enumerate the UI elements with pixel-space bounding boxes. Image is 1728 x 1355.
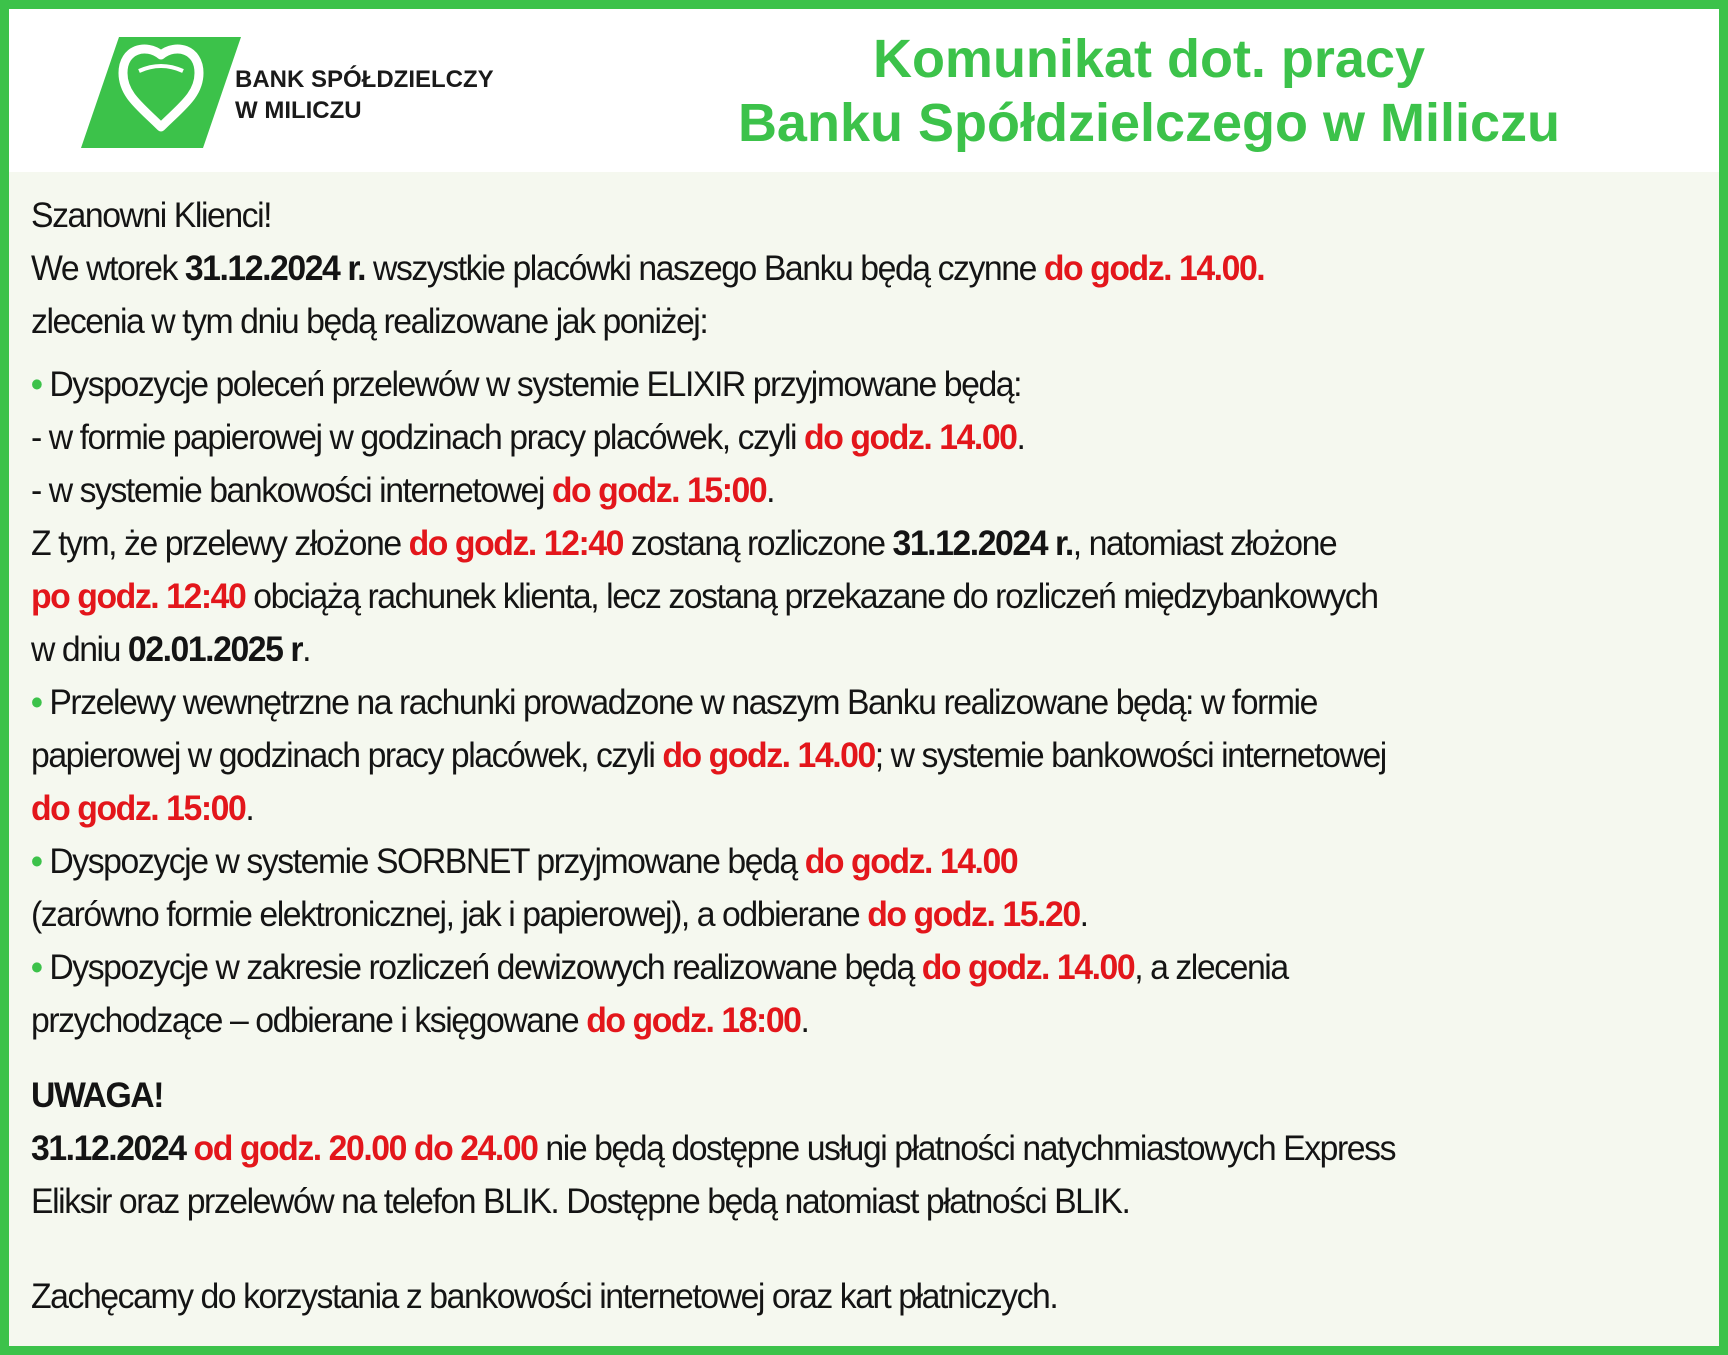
greeting: Szanowni Klienci! bbox=[31, 196, 272, 235]
fx-line2 bbox=[31, 994, 1644, 1047]
notice-body bbox=[31, 189, 1644, 1323]
warning-hours: od godz. 20.00 do 24.00 bbox=[193, 1129, 538, 1168]
elixir-note-date-2: 02.01.2025 r bbox=[127, 630, 303, 669]
fx-hours-2: do godz. 18:00 bbox=[586, 1001, 801, 1040]
intro-text-2: wszystkie placówki naszego Banku będą czynne bbox=[365, 249, 1044, 288]
warning-date: 31.12.2024 bbox=[31, 1129, 186, 1168]
intro-text: We wtorek bbox=[31, 249, 185, 288]
elixir-online-hours: do godz. 15:00 bbox=[551, 471, 767, 510]
internal-hours-2: do godz. 15:00 bbox=[31, 789, 246, 828]
elixir-note-date-1: 31.12.2024 r. bbox=[892, 524, 1073, 563]
elixir-note-text-5: w dniu bbox=[31, 630, 128, 669]
internal-text-2: papierowej w godzinach pracy placówek, czyli bbox=[31, 736, 663, 775]
sorbnet-line1 bbox=[31, 835, 1644, 888]
fx-hours-1: do godz. 14.00 bbox=[921, 948, 1135, 987]
title-line1: Komunikat dot. pracy bbox=[872, 29, 1426, 89]
elixir-note-line2 bbox=[31, 570, 1644, 623]
internal-line2 bbox=[31, 729, 1644, 782]
bullet-dot-icon: • bbox=[31, 683, 42, 722]
bullet-dot-icon: • bbox=[31, 842, 42, 881]
warning-text: nie będą dostępne usługi płatności natychmiastowych Express bbox=[537, 1129, 1396, 1168]
intro-line1 bbox=[31, 242, 1644, 295]
sorbnet-line2 bbox=[31, 888, 1644, 941]
title-line2: Banku Spółdzielczego w Miliczu bbox=[737, 93, 1561, 153]
internal-line3 bbox=[31, 782, 1644, 835]
elixir-online bbox=[31, 464, 1644, 517]
fx-line1 bbox=[31, 941, 1644, 994]
elixir-paper-hours: do godz. 14.00 bbox=[804, 418, 1017, 457]
punctuation: . bbox=[1079, 895, 1088, 934]
intro-line2: zlecenia w tym dniu będą realizowane jak poniżej: bbox=[31, 302, 708, 341]
elixir-note-text: Z tym, że przelewy złożone bbox=[31, 524, 409, 563]
sorbnet-hours-2: do godz. 15.20 bbox=[867, 895, 1080, 934]
punctuation: . bbox=[245, 789, 254, 828]
internal-hours-1: do godz. 14.00 bbox=[662, 736, 875, 775]
closing-text: Zachęcamy do korzystania z bankowości internetowej oraz kart płatniczych. bbox=[31, 1277, 1058, 1316]
elixir-note-text-3: , natomiast złożone bbox=[1072, 524, 1337, 563]
warning-line2: Eliksir oraz przelewów na telefon BLIK. Dostępne będą natomiast płatności BLIK. bbox=[31, 1182, 1130, 1221]
bullet-dot-icon: • bbox=[31, 948, 42, 987]
internal-line1 bbox=[31, 676, 1644, 729]
bullet-dot-icon: • bbox=[31, 365, 42, 404]
punctuation: . bbox=[800, 1001, 809, 1040]
elixir-note-text-4: obciążą rachunek klienta, lecz zostaną przekazane do rozliczeń międzybankowych bbox=[245, 577, 1378, 616]
header bbox=[9, 9, 1719, 172]
internal-text-3: ; w systemie bankowości internetowej bbox=[874, 736, 1386, 775]
elixir-note-hours-1: do godz. 12:40 bbox=[408, 524, 623, 563]
elixir-heading bbox=[31, 358, 1644, 411]
elixir-paper bbox=[31, 411, 1644, 464]
fx-text: Dyspozycje w zakresie rozliczeń dewizowych realizowane będą bbox=[41, 948, 922, 987]
bank-name-line1: BANK SPÓŁDZIELCZY bbox=[235, 66, 494, 93]
fx-text-2: , a zlecenia bbox=[1134, 948, 1288, 987]
internal-text: Przelewy wewnętrzne na rachunki prowadzone w naszym Banku realizowane będą: w formie bbox=[41, 683, 1317, 722]
elixir-online-text: - w systemie bankowości internetowej bbox=[31, 471, 552, 510]
elixir-heading-text: Dyspozycje poleceń przelewów w systemie ELIXIR przyjmowane będą: bbox=[41, 365, 1022, 404]
punctuation: . bbox=[1016, 418, 1025, 457]
page-title bbox=[589, 27, 1709, 155]
heart-shield-logo-icon bbox=[81, 35, 241, 150]
sorbnet-hours-1: do godz. 14.00 bbox=[804, 842, 1018, 881]
sorbnet-text: Dyspozycje w systemie SORBNET przyjmowane będą bbox=[41, 842, 805, 881]
intro-date: 31.12.2024 r. bbox=[184, 249, 366, 288]
bank-name-line2: W MILICZU bbox=[235, 97, 362, 124]
bank-name bbox=[235, 64, 494, 126]
intro-hours: do godz. 14.00. bbox=[1043, 249, 1265, 288]
punctuation: . bbox=[302, 630, 311, 669]
sorbnet-text-2: (zarówno formie elektronicznej, jak i papierowej), a odbierane bbox=[31, 895, 868, 934]
fx-text-3: przychodzące – odbierane i księgowane bbox=[31, 1001, 587, 1040]
warning-label: UWAGA! bbox=[31, 1076, 164, 1115]
elixir-note-hours-2: po godz. 12:40 bbox=[31, 577, 246, 616]
punctuation: . bbox=[766, 471, 775, 510]
warning-line1 bbox=[31, 1122, 1644, 1175]
elixir-paper-text: - w formie papierowej w godzinach pracy placówek, czyli bbox=[31, 418, 805, 457]
elixir-note-line3 bbox=[31, 623, 1644, 676]
elixir-note-text-2: zostaną rozliczone bbox=[622, 524, 893, 563]
elixir-note-line1 bbox=[31, 517, 1644, 570]
